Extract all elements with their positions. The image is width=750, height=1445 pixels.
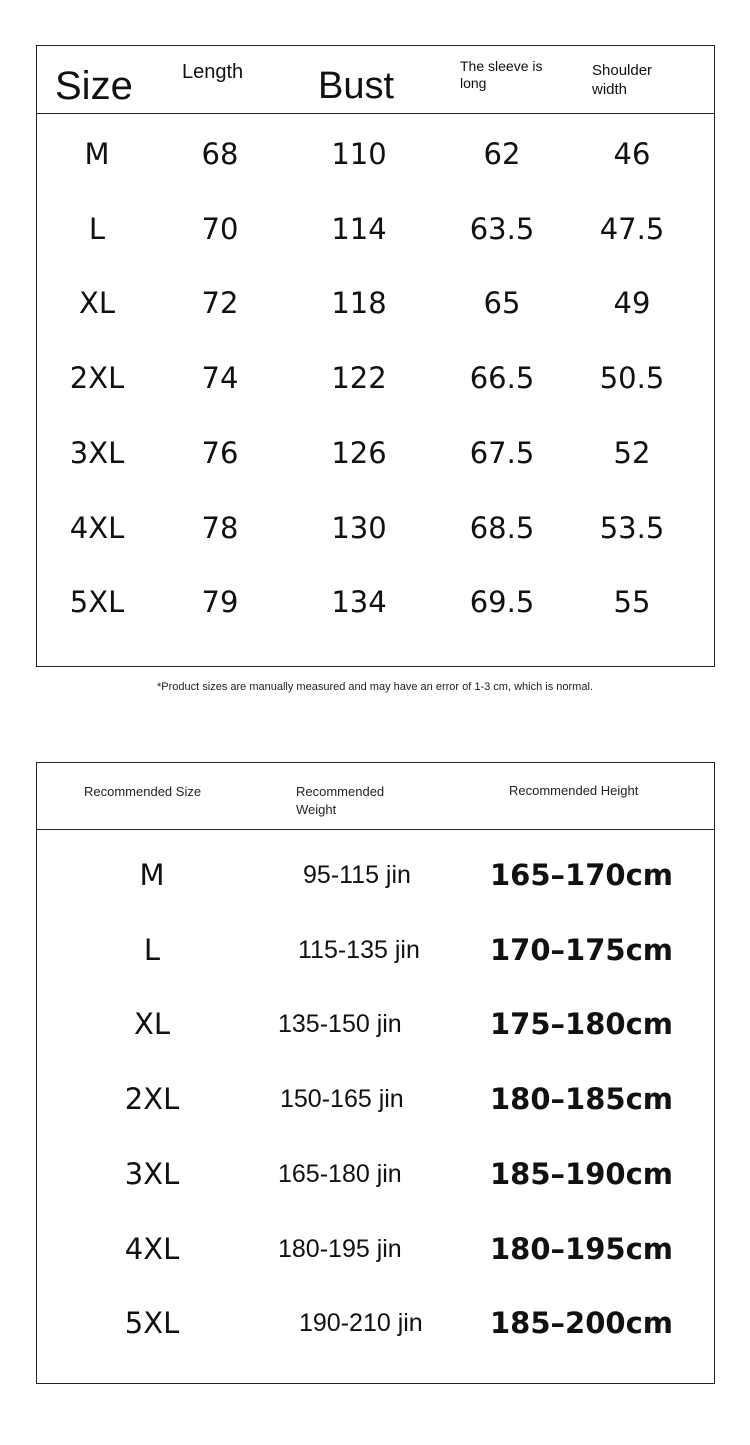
cell-size: M [84, 137, 110, 171]
header-shoulder-width: Shoulder width [592, 62, 653, 98]
cell-size: L [88, 211, 106, 246]
cell-size: 3XL [69, 435, 125, 470]
cell-shoulder: 52 [613, 435, 651, 470]
cell-bust: 110 [331, 137, 387, 171]
cell-recommended-weight: 150-165 jin [280, 1085, 404, 1114]
cell-shoulder: 46 [613, 137, 651, 171]
cell-recommended-size: 5XL [124, 1306, 180, 1341]
cell-bust: 122 [331, 361, 387, 396]
cell-sleeve: 65 [483, 286, 521, 321]
cell-sleeve: 69.5 [469, 585, 535, 620]
cell-size: 5XL [69, 585, 125, 620]
cell-bust: 114 [331, 211, 387, 246]
header-length: Length [182, 61, 244, 83]
cell-shoulder: 53.5 [599, 510, 665, 545]
cell-length: 76 [201, 435, 239, 470]
cell-recommended-height: 185–190cm [490, 1156, 673, 1191]
cell-recommended-weight: 115-135 jin [298, 935, 420, 964]
header-bust: Bust [318, 65, 395, 107]
cell-length: 72 [201, 286, 239, 321]
cell-recommended-weight: 180-195 jin [278, 1234, 402, 1263]
cell-sleeve: 62 [483, 137, 521, 171]
cell-recommended-weight: 165-180 jin [278, 1159, 402, 1188]
size-chart-table [36, 45, 715, 667]
header-divider [37, 113, 714, 114]
cell-recommended-height: 175–180cm [490, 1007, 673, 1042]
cell-recommended-size: L [143, 932, 161, 967]
cell-sleeve: 63.5 [469, 211, 535, 246]
cell-shoulder: 50.5 [599, 361, 665, 396]
cell-sleeve: 68.5 [469, 510, 535, 545]
cell-sleeve: 66.5 [469, 361, 535, 396]
cell-bust: 134 [331, 585, 387, 620]
cell-bust: 118 [331, 286, 387, 321]
cell-length: 68 [201, 137, 239, 171]
cell-shoulder: 47.5 [599, 211, 665, 246]
cell-recommended-size: 3XL [124, 1156, 180, 1191]
header-sleeve-length: The sleeve is long [460, 58, 543, 91]
cell-recommended-height: 180–195cm [490, 1231, 673, 1266]
cell-length: 79 [201, 585, 239, 620]
cell-recommended-size: 4XL [124, 1231, 180, 1266]
header-recommended-weight: Recommended Weight [296, 784, 385, 817]
cell-shoulder: 55 [613, 585, 651, 620]
cell-recommended-height: 185–200cm [490, 1306, 673, 1341]
cell-recommended-height: 165–170cm [490, 858, 673, 892]
header-size: Size [55, 64, 133, 108]
cell-length: 70 [201, 211, 239, 246]
cell-size: XL [78, 286, 116, 321]
header-recommended-size: Recommended Size [84, 784, 202, 799]
cell-recommended-weight: 135-150 jin [278, 1010, 402, 1039]
cell-length: 78 [201, 510, 239, 545]
cell-bust: 130 [331, 510, 387, 545]
cell-recommended-weight: 190-210 jin [299, 1309, 423, 1338]
cell-recommended-weight: 95-115 jin [303, 861, 411, 889]
cell-recommended-size: XL [133, 1007, 171, 1042]
measurement-note: *Product sizes are manually measured and may have an error of 1-3 cm, which is normal. [157, 681, 593, 693]
cell-recommended-size: M [139, 858, 165, 892]
cell-recommended-size: 2XL [124, 1082, 180, 1117]
header-divider [37, 829, 714, 830]
header-recommended-height: Recommended Height [509, 783, 639, 798]
cell-bust: 126 [331, 435, 387, 470]
cell-recommended-height: 170–175cm [490, 932, 673, 967]
cell-sleeve: 67.5 [469, 435, 535, 470]
cell-length: 74 [201, 361, 239, 396]
recommendation-table [36, 762, 715, 1384]
cell-size: 2XL [69, 361, 125, 396]
cell-size: 4XL [69, 510, 125, 545]
cell-recommended-height: 180–185cm [490, 1082, 673, 1117]
cell-shoulder: 49 [613, 286, 651, 321]
